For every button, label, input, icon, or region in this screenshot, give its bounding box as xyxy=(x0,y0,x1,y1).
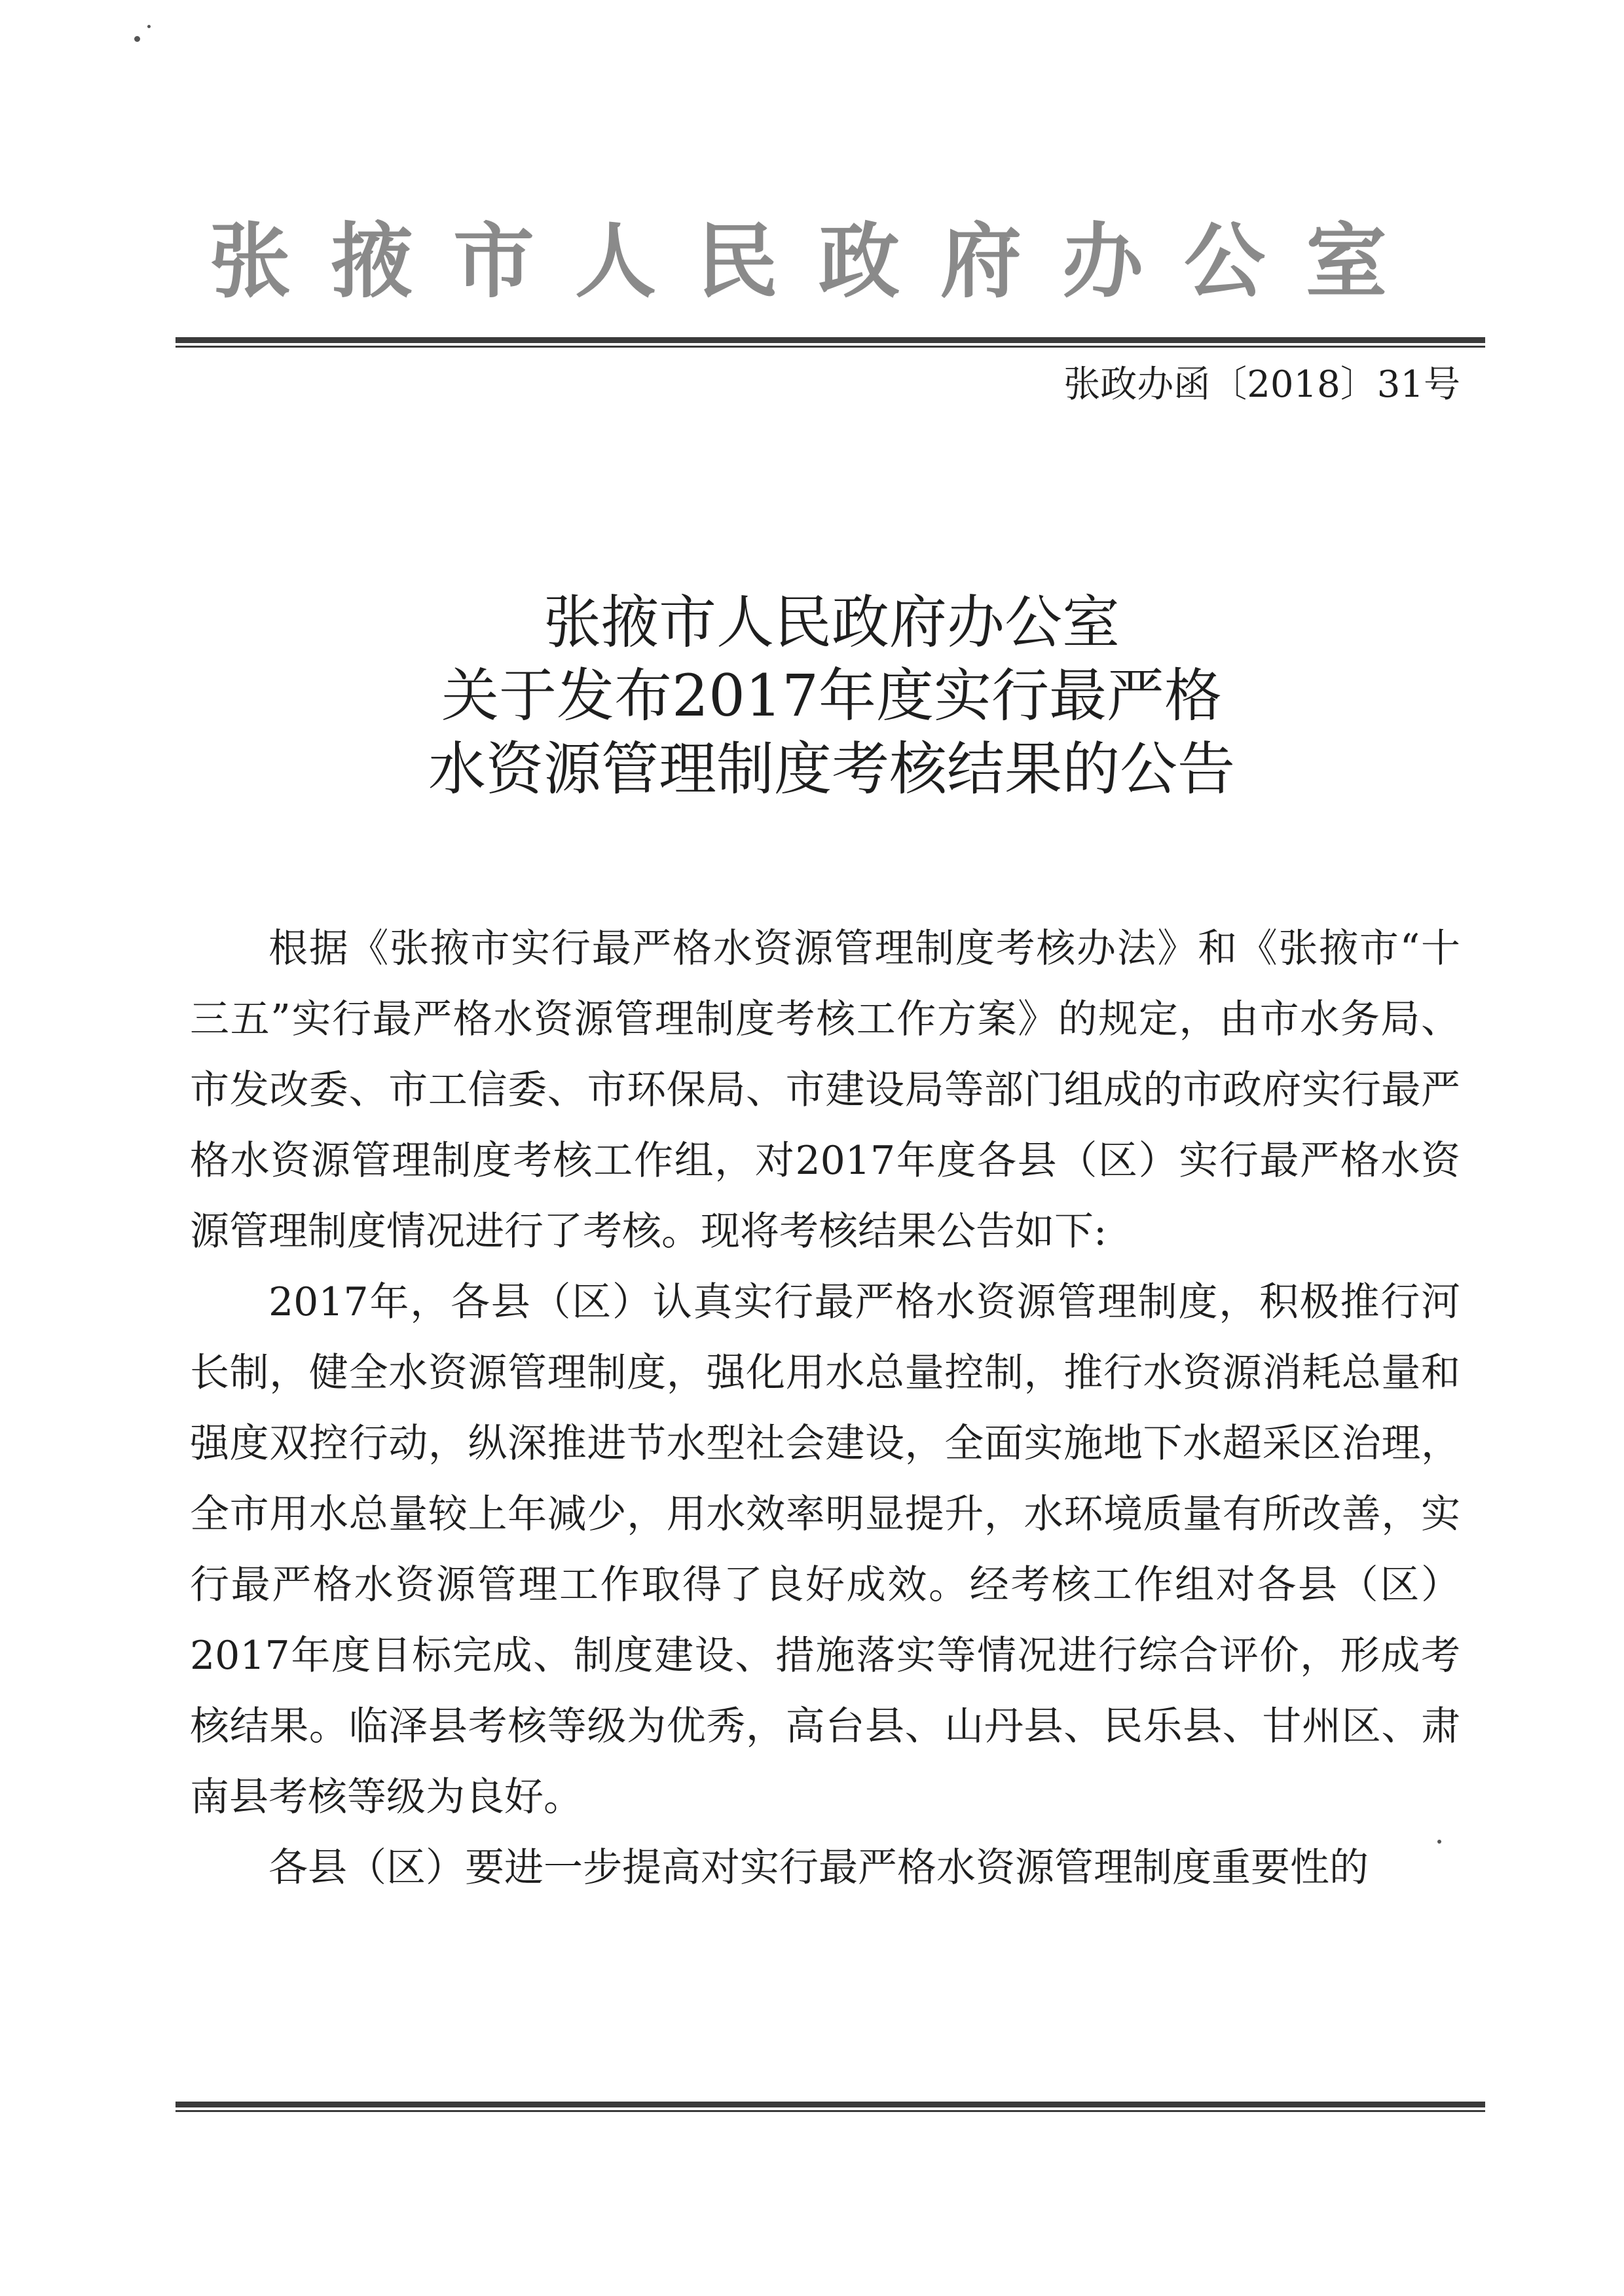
body-paragraph: 各县（区）要进一步提高对实行最严格水资源管理制度重要性的 xyxy=(268,1845,1369,1891)
title-line: 水资源管理制度考核结果的公告 xyxy=(428,735,1235,803)
scan-speck xyxy=(1437,1840,1441,1844)
body-paragraph: 2017年，各县（区）认真实行最严格水资源管理制度，积极推行河长制，健全水资源管理制度，强化用水总量控制，推行水资源消耗总量和强度双控行动，纵深推进节水型社会建设，全面实施地下水超采区治理，全市用水总量较上年减少，用水效率明显提升，水环境质量有所改善，实行最严格水资源管理工作取得了良好成效。经考核工作组对各县（区）2017年度目标完成、制度建设、措施落实等情况进行综合评价，形成考核结果。临泽县考核等级为优秀，高台县、山丹县、民乐县、甘州区、肃南县考核等级为良好。 xyxy=(190,1279,1460,1820)
document-number: 张政办函〔2018〕31号 xyxy=(1063,363,1460,406)
document-title xyxy=(177,586,1486,806)
title-line: 关于发布2017年度实行最严格 xyxy=(441,662,1222,729)
header-divider xyxy=(175,337,1485,348)
scan-speck xyxy=(134,36,140,42)
scan-speck xyxy=(147,25,151,28)
body-paragraph: 根据《张掖市实行最严格水资源管理制度考核办法》和《张掖市“十三五”实行最严格水资源管理制度考核工作方案》的规定，由市水务局、市发改委、市工信委、市环保局、市建设局等部门组成的市政府实行最严格水资源管理制度考核工作组，对2017年度各县（区）实行最严格水资源管理制度情况进行了考核。现将考核结果公告如下: xyxy=(190,926,1460,1254)
footer-divider xyxy=(175,2102,1485,2112)
title-line: 张掖市人民政府办公室 xyxy=(543,589,1120,656)
document-body xyxy=(190,913,1460,1903)
issuing-office-header: 张掖市人民政府办公室 xyxy=(209,215,1428,309)
